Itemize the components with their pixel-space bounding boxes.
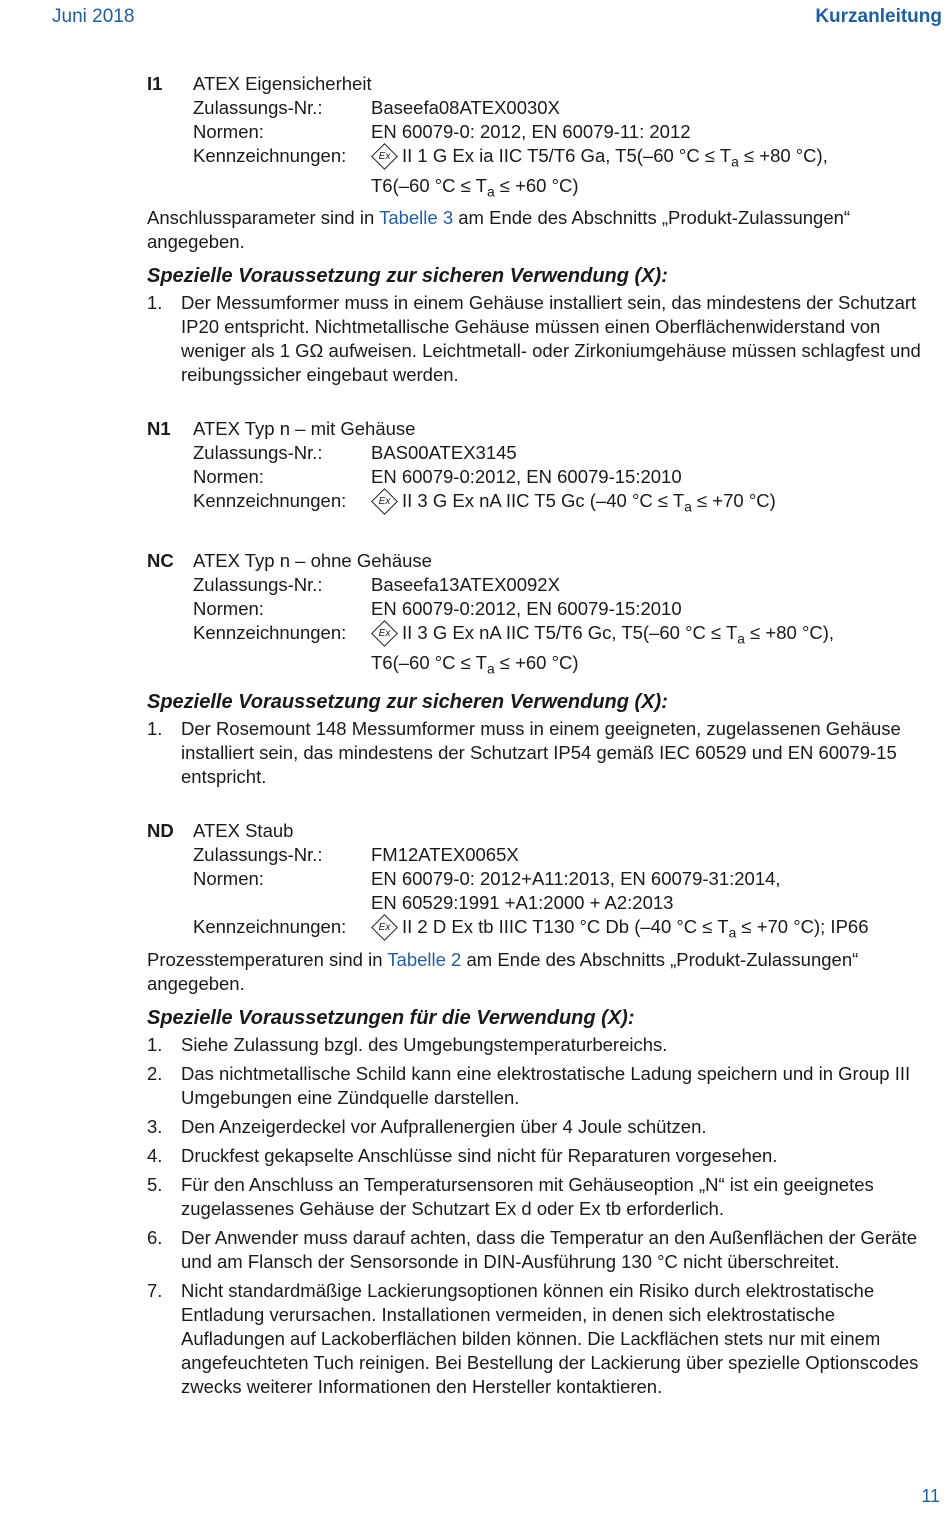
norms-row xyxy=(193,867,942,891)
approval-value: Baseefa08ATEX0030X xyxy=(371,97,560,118)
marking-label: Kennzeichnungen: xyxy=(193,145,347,166)
cert-block-nd xyxy=(147,819,942,945)
cert-title: ATEX Eigensicherheit xyxy=(193,73,372,94)
marking-row xyxy=(193,489,942,519)
marking-row xyxy=(193,144,942,174)
marking-label: Kennzeichnungen: xyxy=(193,916,347,938)
approval-row xyxy=(193,843,942,867)
conditions-list-i1 xyxy=(147,291,942,387)
norms-label: Normen: xyxy=(193,121,264,142)
cert-block-i1 xyxy=(147,72,942,203)
norms-row xyxy=(193,597,942,621)
conditions-heading: Spezielle Voraussetzungen für die Verwendung (X): xyxy=(147,1007,635,1030)
approval-value: Baseefa13ATEX0092X xyxy=(371,574,560,596)
conditions-list-nc xyxy=(147,717,942,789)
table-link[interactable]: Tabelle 3 xyxy=(379,207,454,229)
marking-value: II 3 G Ex nA IIC T5/T6 Gc, T5(–60 $^\circ C \le T_a \le +80$ °C), xyxy=(402,622,835,647)
list-item: 4. Druckfest gekapselte Anschlüsse sind nicht für Reparaturen vorgesehen. xyxy=(147,1145,778,1167)
marking-value-cont: T6(–60 $^\circ C \le T_a \le +60$ °C) xyxy=(371,174,579,200)
ex-hazard-icon: Ex xyxy=(371,915,398,942)
norms-value: EN 60079-0: 2012, EN 60079-11: 2012 xyxy=(371,121,691,142)
norms-value: EN 60079-0:2012, EN 60079-15:2010 xyxy=(371,466,682,488)
note-i1: Anschlussparameter sind in Tabelle 3 am Ende des Abschnitts „Produkt-Zulassungen“ angegeben. xyxy=(147,207,851,253)
list-item: 2. Das nichtmetallische Schild kann eine elektrostatische Ladung speichern und in Group III Umgebungen eine Zündquelle darstellen. xyxy=(147,1063,911,1109)
marking-value: II 1 G Ex ia IIC T5/T6 Ga, T5(–60 $^\circ C \le T_a \le +80$ °C), xyxy=(402,145,828,170)
marking-value: II 3 G Ex nA IIC T5 Gc (–40 $^\circ C \le T_a \le +70$ °C) xyxy=(402,490,776,516)
cert-code: I1 xyxy=(147,73,163,94)
conditions-heading: Spezielle Voraussetzung zur sicheren Verwendung (X): xyxy=(147,265,668,288)
cert-code: ND xyxy=(147,820,174,842)
marking-value: II 2 D Ex tb IIIC T130 °C Db (–40 $^\circ C \le T_a \le +70$ °C); IP66 xyxy=(402,916,869,942)
approval-row xyxy=(193,573,942,597)
list-item: 5. Für den Anschluss an Temperatursensoren mit Gehäuseoption „N“ ist ein geeignetes zugelassenes Gehäuse der Schutzart Ex d oder Ex tb erforderlich. xyxy=(147,1174,874,1220)
approval-row xyxy=(193,441,942,465)
list-item: 6. Der Anwender muss darauf achten, dass die Temperatur an den Außenflächen der Geräte und am Flansch der Sensorsonde in DIN-Ausführung 130 °C nicht überschreitet. xyxy=(147,1227,917,1273)
norms-row xyxy=(193,465,942,489)
norms-value-cont: EN 60529:1991 +A1:2000 + A2:2013 xyxy=(371,892,674,914)
cert-code: N1 xyxy=(147,418,171,440)
approval-label: Zulassungs-Nr.: xyxy=(193,442,323,464)
ex-hazard-icon: Ex xyxy=(371,488,398,515)
cert-block-nc xyxy=(147,549,942,680)
marking-label: Kennzeichnungen: xyxy=(193,490,347,512)
cert-code: NC xyxy=(147,550,174,572)
list-item: 1. Der Messumformer muss in einem Gehäuse installiert sein, das mindestens der Schutzart IP20 entspricht. Nichtmetallische Gehäuse müssen einen Oberflächenwiderstand von weniger als 1 GΩ aufweisen. Leichtmetall- oder Zirkoniumgehäuse müssen schlagfest und reibungssicher eingebaut werden. xyxy=(147,292,921,386)
marking-row xyxy=(193,621,942,651)
cert-title: ATEX Typ n – ohne Gehäuse xyxy=(193,550,432,572)
approval-label: Zulassungs-Nr.: xyxy=(193,844,323,866)
conditions-heading: Spezielle Voraussetzung zur sicheren Verwendung (X): xyxy=(147,691,668,714)
approval-label: Zulassungs-Nr.: xyxy=(193,574,323,596)
norms-row xyxy=(193,120,942,144)
header-date: Juni 2018 xyxy=(52,6,135,27)
list-item: 3. Den Anzeigerdeckel vor Aufprallenergien über 4 Joule schützen. xyxy=(147,1116,707,1138)
cert-block-n1 xyxy=(147,417,942,519)
norms-label: Normen: xyxy=(193,868,264,890)
ex-hazard-icon: Ex xyxy=(371,143,398,170)
marking-value-cont: T6(–60 $^\circ C \le T_a \le +60$ °C) xyxy=(371,651,579,677)
conditions-list-nd xyxy=(147,1033,942,1399)
marking-row xyxy=(193,915,942,945)
page-number: 11 xyxy=(921,1486,940,1506)
approval-row xyxy=(193,96,942,120)
ex-hazard-icon: Ex xyxy=(371,620,398,647)
cert-title: ATEX Typ n – mit Gehäuse xyxy=(193,418,416,440)
norms-value: EN 60079-0: 2012+A11:2013, EN 60079-31:2014, xyxy=(371,868,781,890)
page-content xyxy=(147,72,942,1404)
list-item: 1. Der Rosemount 148 Messumformer muss in einem geeigneten, zugelassenen Gehäuse installiert sein, das mindestens der Schutzart IP54 gemäß IEC 60529 und EN 60079-15 entspricht. xyxy=(147,718,901,788)
approval-value: BAS00ATEX3145 xyxy=(371,442,517,464)
list-item: 1. Siehe Zulassung bzgl. des Umgebungstemperaturbereichs. xyxy=(147,1034,668,1056)
norms-value: EN 60079-0:2012, EN 60079-15:2010 xyxy=(371,598,682,620)
cert-title: ATEX Staub xyxy=(193,820,294,842)
list-item: 7. Nicht standardmäßige Lackierungsoptionen können ein Risiko durch elektrostatische Entladung verursachen. Installationen vermeiden, in denen sich elektrostatische Aufladungen auf Lackoberflächen bilden können. Die Lackflächen stets nur mit einem angefeuchteten Tuch reinigen. Bei Bestellung der Lackierung über spezielle Optionscodes zwecks weiterer Informationen den Hersteller kontaktieren. xyxy=(147,1280,919,1398)
norms-label: Normen: xyxy=(193,466,264,488)
norms-label: Normen: xyxy=(193,598,264,620)
table-link[interactable]: Tabelle 2 xyxy=(387,949,462,971)
marking-label: Kennzeichnungen: xyxy=(193,622,347,644)
note-nd: Prozesstemperaturen sind in Tabelle 2 am Ende des Abschnitts „Produkt-Zulassungen“ angegeben. xyxy=(147,949,859,995)
approval-label: Zulassungs-Nr.: xyxy=(193,97,323,118)
header-title: Kurzanleitung xyxy=(815,6,942,27)
approval-value: FM12ATEX0065X xyxy=(371,844,519,866)
